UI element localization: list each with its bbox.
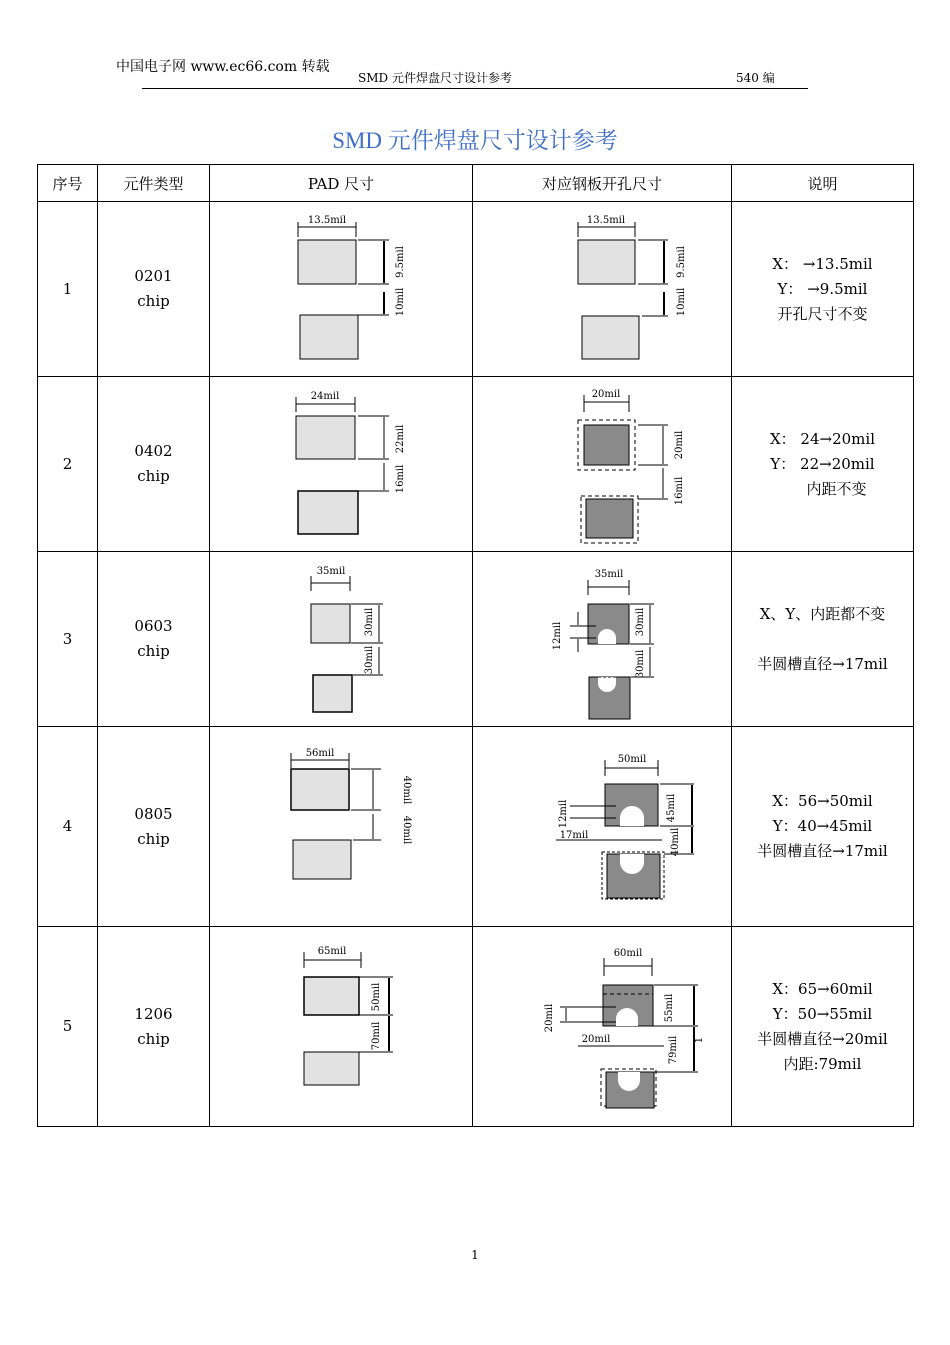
svg-text:9.5mil: 9.5mil [676, 246, 687, 278]
svg-text:12mil: 12mil [552, 621, 563, 651]
svg-text:30mil: 30mil [635, 649, 646, 679]
col-header-pad: PAD 尺寸 [210, 165, 473, 202]
stencil-diagram-0402 [502, 379, 702, 549]
row-notes: X、Y、内距都不变 半圆槽直径→17mil [732, 552, 914, 727]
svg-text:30mil: 30mil [364, 645, 375, 675]
svg-text:13.5mil: 13.5mil [586, 215, 626, 226]
svg-text:60mil: 60mil [613, 947, 643, 959]
row-type: 0402 chip [98, 377, 210, 552]
header-doc-number: 540 编 [736, 71, 775, 85]
col-header-notes: 说明 [732, 165, 914, 202]
stencil-figure [473, 727, 732, 927]
pad-diagram-0603 [241, 554, 441, 724]
pad-diagram-0402 [241, 379, 441, 549]
svg-text:79mil: 79mil [668, 1035, 679, 1064]
pad-diagram-0201 [241, 204, 441, 374]
row-notes: X：56→50mil Y：40→45mil 半圆槽直径→17mil [732, 727, 914, 927]
stencil-figure [473, 927, 732, 1127]
svg-text:40mil: 40mil [401, 815, 412, 844]
svg-text:30mil: 30mil [364, 607, 375, 637]
header-rule [142, 88, 808, 89]
header-source: 中国电子网 www.ec66.com 转载 [116, 59, 330, 75]
svg-text:16mil: 16mil [395, 464, 406, 494]
pad-figure [210, 202, 473, 377]
col-header-type: 元件类型 [98, 165, 210, 202]
page-number: 1 [471, 1248, 479, 1262]
row-type: 1206 chip [98, 927, 210, 1127]
pad-figure [210, 727, 473, 927]
pad-figure [210, 927, 473, 1127]
svg-text:10mil: 10mil [676, 287, 687, 317]
svg-text:70mil: 70mil [371, 1021, 382, 1050]
svg-text:10mil: 10mil [395, 287, 406, 317]
stencil-figure [473, 552, 732, 727]
pad-figure [210, 552, 473, 727]
col-header-index: 序号 [38, 165, 98, 202]
col-header-stencil: 对应钢板开孔尺寸 [473, 165, 732, 202]
row-notes: X： 24→20mil Y： 22→20mil 内距不变 [732, 377, 914, 552]
svg-text:35mil: 35mil [316, 566, 346, 577]
table-row [38, 927, 914, 1127]
row-index: 5 [38, 927, 98, 1127]
stencil-diagram-0201 [502, 204, 702, 374]
row-index: 4 [38, 727, 98, 927]
svg-text:22mil: 22mil [395, 424, 406, 454]
svg-text:20mil: 20mil [581, 1033, 611, 1045]
table-header-row [38, 165, 914, 202]
row-notes: X：65→60mil Y：50→55mil 半圆槽直径→20mil 内距:79mil [732, 927, 914, 1127]
svg-text:24mil: 24mil [310, 391, 340, 402]
pad-size-table [37, 164, 914, 1127]
stencil-diagram-0603 [502, 554, 702, 724]
svg-text:35mil: 35mil [594, 569, 624, 580]
svg-text:17mil: 17mil [559, 829, 589, 841]
svg-text:56mil: 56mil [305, 747, 335, 759]
pad-diagram-0805 [241, 732, 441, 922]
header-doc-name: SMD 元件焊盘尺寸设计参考 [358, 71, 512, 85]
table-row [38, 727, 914, 927]
row-type: 0603 chip [98, 552, 210, 727]
svg-text:1: 1 [694, 1036, 705, 1043]
svg-text:30mil: 30mil [635, 607, 646, 637]
row-index: 3 [38, 552, 98, 727]
stencil-diagram-1206 [502, 932, 705, 1122]
table-row [38, 377, 914, 552]
page-title: SMD 元件焊盘尺寸设计参考 [332, 128, 618, 153]
stencil-figure [473, 377, 732, 552]
row-type: 0805 chip [98, 727, 210, 927]
svg-text:45mil: 45mil [666, 793, 677, 822]
svg-text:20mil: 20mil [544, 1003, 555, 1032]
svg-text:55mil: 55mil [664, 993, 675, 1022]
row-notes: X： →13.5mil Y： →9.5mil 开孔尺寸不变 [732, 202, 914, 377]
svg-text:20mil: 20mil [591, 389, 621, 400]
pad-figure [210, 377, 473, 552]
svg-text:12mil: 12mil [558, 799, 569, 828]
svg-text:40mil: 40mil [670, 827, 681, 856]
row-type: 0201 chip [98, 202, 210, 377]
row-index: 1 [38, 202, 98, 377]
svg-text:9.5mil: 9.5mil [395, 246, 406, 278]
table-row [38, 202, 914, 377]
svg-text:20mil: 20mil [674, 430, 685, 460]
svg-text:50mil: 50mil [371, 982, 382, 1011]
row-index: 2 [38, 377, 98, 552]
svg-text:40mil: 40mil [401, 775, 412, 804]
svg-text:65mil: 65mil [317, 945, 347, 957]
stencil-diagram-0805 [502, 732, 702, 922]
svg-text:16mil: 16mil [674, 476, 685, 506]
svg-text:50mil: 50mil [617, 753, 647, 765]
stencil-figure [473, 202, 732, 377]
table-row [38, 552, 914, 727]
pad-diagram-1206 [241, 932, 441, 1122]
svg-text:13.5mil: 13.5mil [307, 215, 347, 226]
